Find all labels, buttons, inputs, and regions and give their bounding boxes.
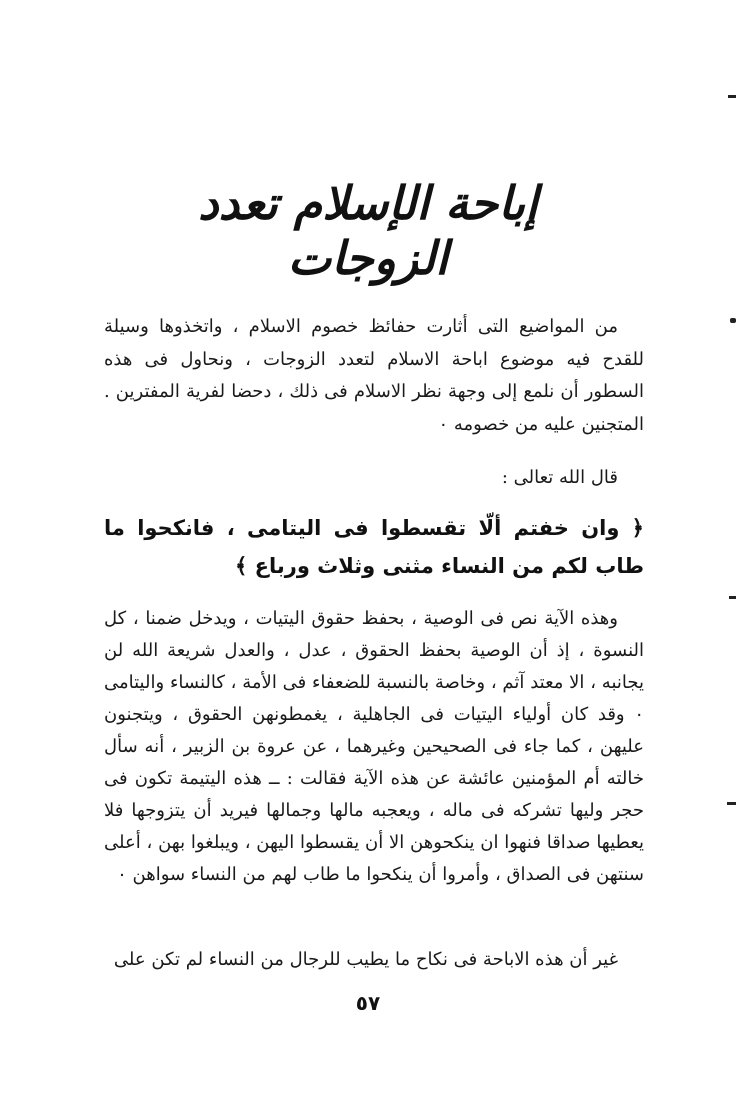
verse-introduction: قال الله تعالى : [501, 467, 618, 488]
margin-mark [729, 596, 736, 599]
paragraph-intro: من المواضيع التى أثارت حفائظ خصوم الاسلام ، واتخذوها وسيلة للقدح فيه موضوع اباحة الاسلام لتعدد الزوجات ، ونحاول فى هذه السطور أن نلمع إلى وجهة نظر الاسلام فى ذلك ، دحضا لفرية المفترين . المتجنين عليه من خصومه ٠ [104, 316, 644, 435]
page-title: إباحة الإسلام تعدد الزوجات [198, 176, 538, 286]
paragraph-continuation: غير أن هذه الاباحة فى نكاح ما يطيب للرجال من النساء لم تكن على [113, 949, 618, 970]
margin-mark [728, 95, 736, 98]
quran-verse: ﴿ وان خفتم ألّا تقسطوا فى اليتامى ، فانكحوا ما طاب لكم من النساء مثنى وثلاث ورباع ﴾ [104, 516, 644, 578]
margin-mark [727, 802, 736, 805]
margin-mark [730, 318, 736, 323]
page-number: ٥٧ [355, 991, 381, 1015]
paragraph-commentary: وهذه الآية نص فى الوصية ، بحفظ حقوق اليتيات ، ويدخل ضمنا ، كل النسوة ، إذ أن الوصية بحفظ الحقوق ، عدل ، والعدل شريعة الله لن يجانبه ، الا معتد آثم ، وخاصة بالنسبة للضعفاء فى الأمة ، كالنساء واليتامى ٠ وقد كان أولياء اليتيات فى الجاهلية ، يغمطونهن الحقوق ، ويتجنون عليهن ، كما جاء فى الصحيحين وغيرهما ، عن عروة بن الزبير ، أنه سأل خالته أم المؤمنين عائشة عن هذه الآية فقالت : ــ هذه اليتيمة تكون فى حجر وليها تشركه فى ماله ، ويعجبه مالها وجمالها فيريد أن يتزوجها فلا يعطيها صداقا فنهوا ان ينكحوهن الا أن يقسطوا اليهن ، ويبلغوا بهن ، أعلى سنتهن فى الصداق ، وأمروا أن ينكحوا ما طاب لهم من النساء سواهن ٠ [104, 608, 644, 885]
